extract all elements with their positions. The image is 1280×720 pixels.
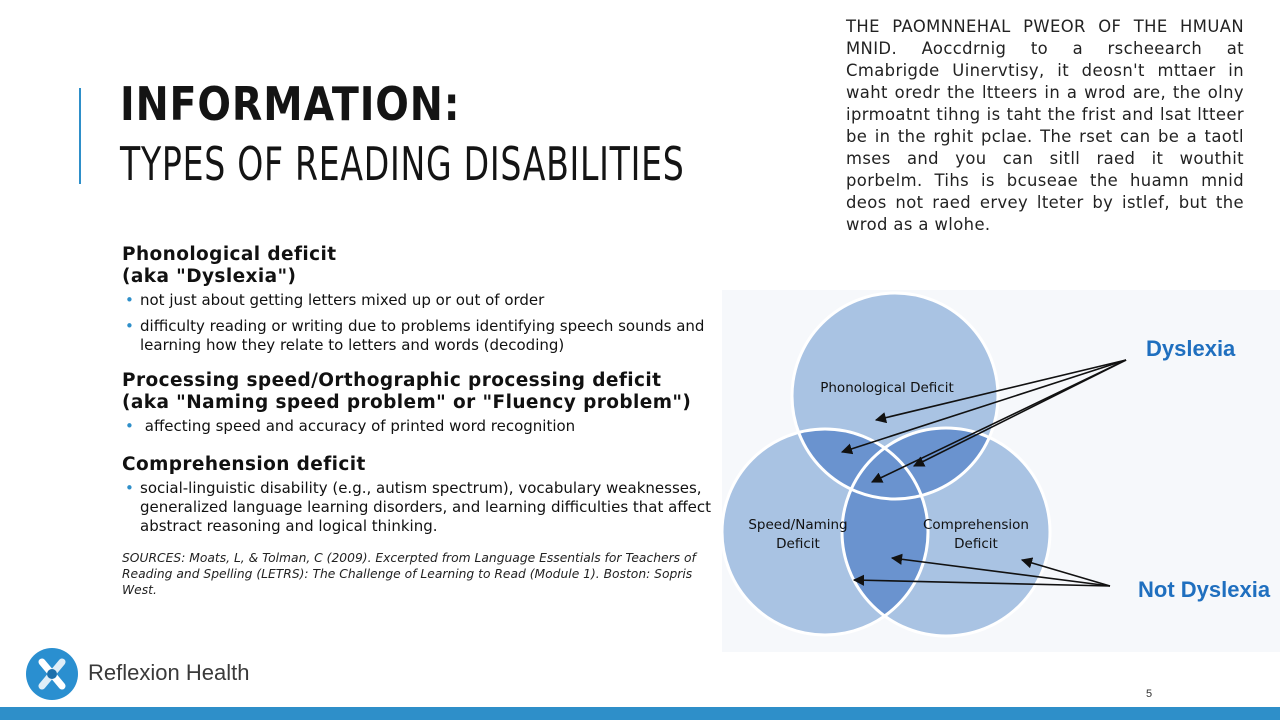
bullet-list: [122, 479, 722, 536]
section-heading: Comprehension deficit: [122, 454, 366, 475]
disability-types-content: [122, 244, 722, 598]
label-dyslexia: Dyslexia: [1146, 336, 1236, 361]
slide-title: [120, 76, 904, 196]
footer-band: [0, 707, 1280, 720]
label-not-dyslexia: Not Dyslexia: [1138, 577, 1271, 602]
venn-diagram: [722, 290, 1280, 652]
list-item: • social-linguistic disability (e.g., autism spectrum), vocabulary weaknesses, generalized language learning disorders, and learning difficulties that affect abstract reasoning and logical thinking.: [125, 479, 712, 535]
section-heading: Phonological deficit (aka "Dyslexia"): [122, 244, 337, 287]
section-heading: Processing speed/Orthographic processing deficit (aka "Naming speed problem" or "Fluency problem"): [122, 370, 692, 413]
bullet-list: [122, 417, 722, 436]
label-phonological-deficit: Phonological Deficit: [820, 380, 954, 396]
scrambled-text-passage: THE PAOMNNEHAL PWEOR OF THE HMUAN MNID. Aoccdrnig to a rscheearch at Cmabrigde Uinervtisy, it deosn't mttaer in waht oredr the ltteers in a wrod are, the olny iprmoatnt tihng is taht the frist and lsat ltteer be in the rghit pclae. The rset can be a taotl mses and you can sitll raed it wouthit porbelm. Tihs is bcuseae the huamn mnid deos not raed ervey lteter by istlef, but the wrod as a wlohe.: [846, 17, 1244, 234]
section-comprehension: [122, 454, 722, 536]
bullet-icon: •: [125, 417, 134, 435]
reflexion-health-logo-icon: [26, 648, 78, 700]
brand-name: Reflexion Health: [88, 660, 250, 685]
bullet-icon: •: [125, 317, 134, 335]
section-processing-speed: [122, 370, 722, 436]
sources-citation: SOURCES: Moats, L, & Tolman, C (2009). Excerpted from Language Essentials for Teachers of Reading and Spelling (LETRS): The Challenge of Learning to Read (Module 1). Boston: Sopris West.: [122, 551, 696, 597]
title-accent-bar: [79, 88, 81, 184]
bullet-icon: •: [125, 479, 134, 497]
list-item: • difficulty reading or writing due to problems identifying speech sounds and learning how they relate to letters and words (decoding): [125, 317, 705, 354]
title-line-2: TYPES OF READING DISABILITIES: [120, 137, 685, 191]
label-speed-naming-line1: Speed/Naming: [748, 517, 848, 533]
label-comprehension-line2: Deficit: [954, 536, 998, 552]
label-speed-naming-line2: Deficit: [776, 536, 820, 552]
bullet-icon: •: [125, 291, 134, 309]
bullet-list: [122, 291, 722, 355]
venn-diagram-panel: [722, 290, 1280, 652]
list-item: • affecting speed and accuracy of printed word recognition: [125, 417, 576, 435]
title-line-1: INFORMATION:: [120, 77, 461, 131]
list-item: • not just about getting letters mixed up or out of order: [125, 291, 545, 309]
section-phonological: [122, 244, 722, 355]
label-comprehension-line1: Comprehension: [923, 517, 1029, 533]
page-number: 5: [1146, 688, 1153, 700]
